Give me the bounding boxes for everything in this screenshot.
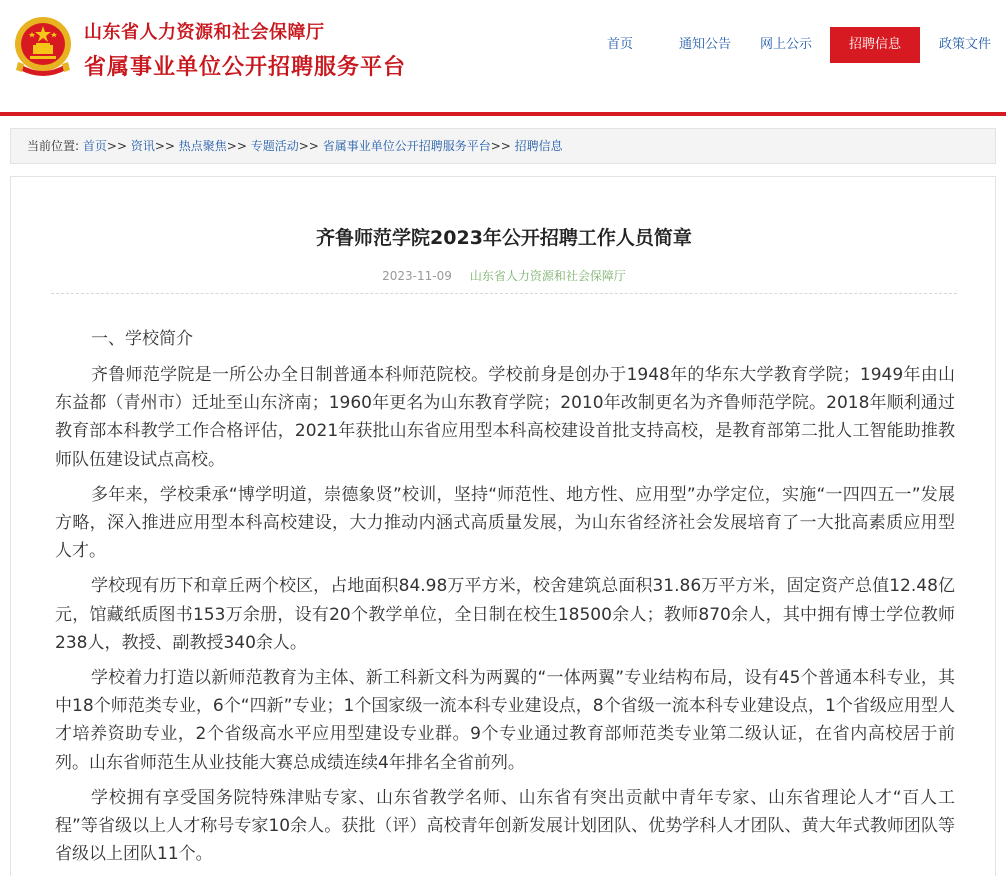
national-emblem-icon[interactable] <box>12 14 74 80</box>
breadcrumb-separator: >> <box>106 139 127 153</box>
article-paragraph: 多年来，学校秉承“博学明道，崇德象贤”校训，坚持“师范性、地方性、应用型”办学定位，实施“一四四五一”发展方略，深入推进应用型本科高校建设，大力推动内涵式高质量发展，为山东省经济社会发展培育了一大批高素质应用型人才。 <box>55 484 955 562</box>
breadcrumb-separator: >> <box>490 139 511 153</box>
platform-title: 省属事业单位公开招聘服务平台 <box>84 55 407 80</box>
breadcrumb-item-news[interactable]: 资讯 <box>130 139 155 153</box>
breadcrumb-item-home[interactable]: 首页 <box>82 139 107 153</box>
breadcrumb-item-hot-topics[interactable]: 热点聚焦 <box>178 139 227 153</box>
nav-item-recruitment[interactable]: 招聘信息 <box>830 27 920 63</box>
breadcrumb-item-platform[interactable]: 省属事业单位公开招聘服务平台 <box>322 139 491 153</box>
main-nav <box>576 27 1006 63</box>
breadcrumb <box>10 128 996 164</box>
breadcrumb-prefix: 当前位置: <box>27 139 80 153</box>
nav-item-home[interactable]: 首页 <box>606 37 633 52</box>
nav-item-notices[interactable]: 通知公告 <box>678 37 731 52</box>
article-paragraph: 学校拥有享受国务院特殊津贴专家、山东省教学名师、山东省有突出贡献中青年专家、山东省理论人才“百人工程”等省级以上人才称号专家10余人。获批（评）高校青年创新发展计划团队、优势学科人才团队、黄大年式教师团队等省级以上团队11个。 <box>55 787 955 865</box>
article-paragraph: 学校着力打造以新师范教育为主体、新工科新文科为两翼的“一体两翼”专业结构布局，设有45个普通本科专业，其中18个师范类专业，6个“四新”专业；1个国家级一流本科专业建设点，8个省级一流本科专业建设点，1个省级应用型人才培养资助专业，2个省级高水平应用型建设专业群。9个专业通过教育部师范类专业第二级认证，在省内高校居于前列。山东省师范生从业技能大赛总成绩连续4年排名全省前列。 <box>55 668 955 773</box>
article-body <box>55 325 955 875</box>
section-heading: 一、学校简介 <box>91 329 193 349</box>
article-title: 齐鲁师范学院2023年公开招聘工作人员简章 <box>316 227 692 249</box>
breadcrumb-item-recruitment[interactable]: 招聘信息 <box>514 139 563 153</box>
meta-divider <box>51 293 957 294</box>
article-paragraph: 学校现有历下和章丘两个校区，占地面积84.98万平方米，校舍建筑总面积31.86万平方米，固定资产总值12.48亿元，馆藏纸质图书153万余册，设有20个教学单位，全日制在校生18500余人；教师870余人，其中拥有博士学位教师238人，教授、副教授340余人。 <box>55 576 955 653</box>
article-source: 山东省人力资源和社会保障厅 <box>469 269 626 283</box>
header-divider <box>0 112 1006 116</box>
breadcrumb-item-special-events[interactable]: 专题活动 <box>250 139 299 153</box>
breadcrumb-separator: >> <box>154 139 175 153</box>
nav-item-publicity[interactable]: 网上公示 <box>759 37 812 52</box>
article-paragraph: 齐鲁师范学院是一所公办全日制普通本科师范院校。学校前身是创办于1948年的华东大学教育学院；1949年由山东益都（青州市）迁址至山东济南；1960年更名为山东教育学院；2010年改制更名为齐鲁师范学院。2018年顺利通过教育部本科教学工作合格评估，2021年获批山东省应用型本科高校建设首批支持高校，是教育部第二批人工智能助推教师队伍建设试点高校。 <box>55 365 955 470</box>
nav-item-policy[interactable]: 政策文件 <box>938 37 991 52</box>
breadcrumb-separator: >> <box>298 139 319 153</box>
department-title: 山东省人力资源和社会保障厅 <box>84 22 325 43</box>
site-header <box>0 0 1006 116</box>
article-panel <box>10 176 996 876</box>
publish-date: 2023-11-09 <box>382 269 452 283</box>
article-meta <box>11 267 997 284</box>
breadcrumb-separator: >> <box>226 139 247 153</box>
